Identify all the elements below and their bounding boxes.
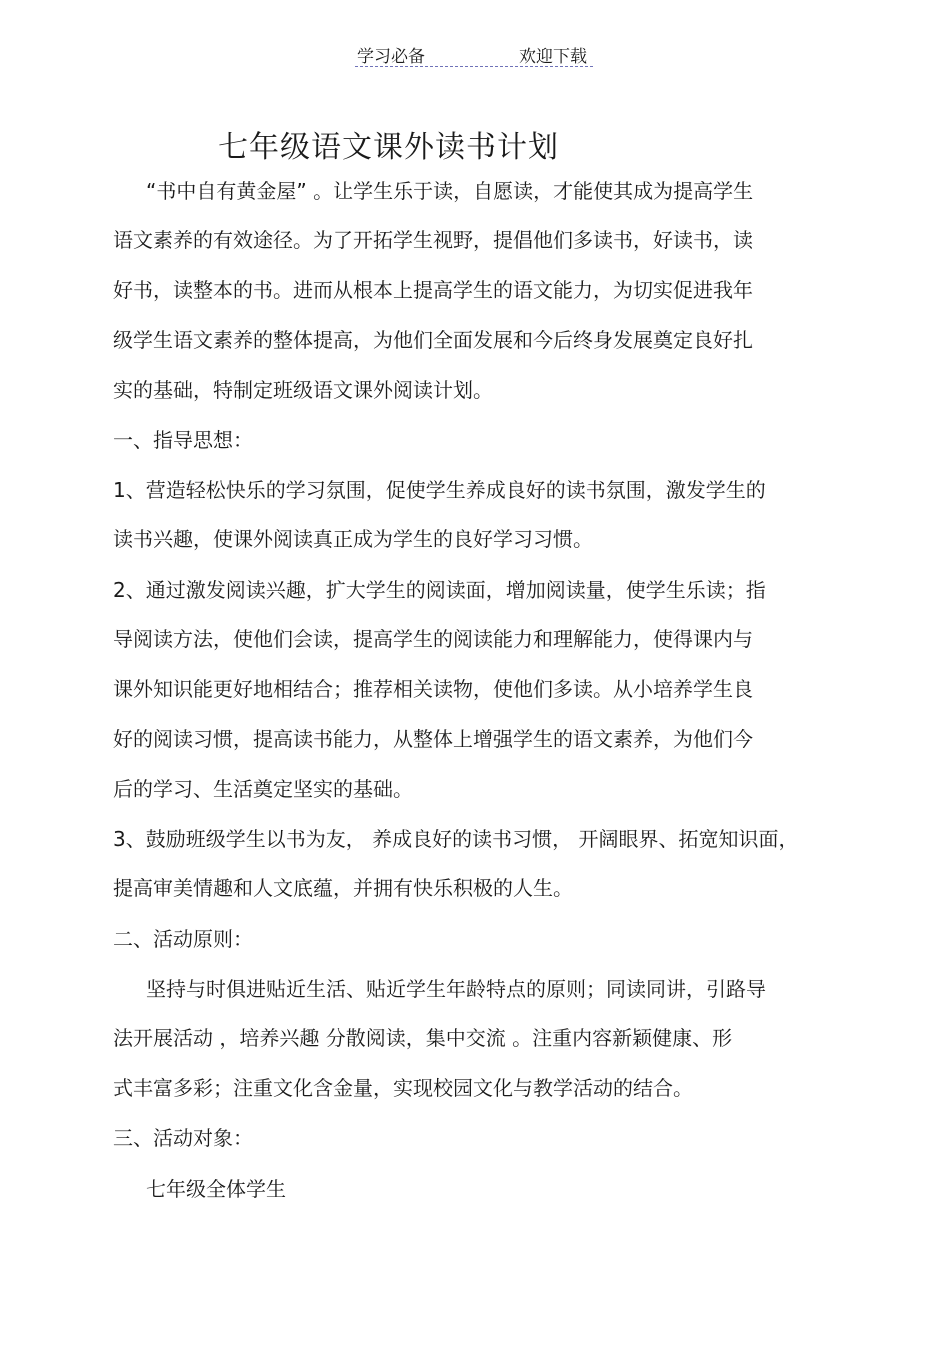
item-2-line-1: 2、通过激发阅读兴趣，扩大学生的阅读面，增加阅读量，使学生乐读；指	[113, 578, 766, 602]
paragraph-intro-line-4: 级学生语文素养的整体提高，为他们全面发展和今后终身发展奠定良好扎	[113, 328, 753, 352]
item-2-line-2: 导阅读方法，使他们会读，提高学生的阅读能力和理解能力，使得课内与	[113, 627, 753, 651]
header-right-text: 欢迎下载	[519, 47, 587, 67]
item-2-line-5: 后的学习、生活奠定坚实的基础。	[113, 777, 413, 801]
item-1-line-1: 1、营造轻松快乐的学习氛围，促使学生养成良好的读书氛围，激发学生的	[113, 478, 766, 502]
paragraph-intro-line-2: 语文素养的有效途径。为了开拓学生视野，提倡他们多读书，好读书，读	[113, 228, 753, 252]
principle-line-1: 坚持与时俱进贴近生活、贴近学生年龄特点的原则；同读同讲，引路导	[146, 977, 766, 1001]
paragraph-intro-line-1: “书中自有黄金屋” 。让学生乐于读，自愿读，才能使其成为提高学生	[146, 179, 754, 203]
item-3-line-1: 3、鼓励班级学生以书为友， 养成良好的读书习惯， 开阔眼界、拓宽知识面，	[113, 827, 799, 851]
paragraph-intro-line-5: 实的基础，特制定班级语文课外阅读计划。	[113, 378, 493, 402]
item-3-line-2: 提高审美情趣和人文底蕴，并拥有快乐积极的人生。	[113, 876, 573, 900]
section-heading-3: 三、活动对象：	[113, 1126, 253, 1150]
principle-line-3: 式丰富多彩；注重文化含金量，实现校园文化与教学活动的结合。	[113, 1076, 693, 1100]
item-2-line-4: 好的阅读习惯，提高读书能力，从整体上增强学生的语文素养，为他们今	[113, 727, 753, 751]
principle-line-2: 法开展活动 ，培养兴趣 分散阅读，集中交流 。注重内容新颖健康、形	[113, 1026, 733, 1050]
page-header	[355, 40, 593, 67]
section-heading-1: 一、指导思想：	[113, 428, 253, 452]
item-2-line-3: 课外知识能更好地相结合；推荐相关读物，使他们多读。从小培养学生良	[113, 677, 753, 701]
section-heading-2: 二、活动原则：	[113, 927, 253, 951]
document-title: 七年级语文课外读书计划	[218, 130, 559, 165]
header-left-text: 学习必备	[357, 47, 425, 67]
paragraph-intro-line-3: 好书，读整本的书。进而从根本上提高学生的语文能力，为切实促进我年	[113, 278, 753, 302]
target-audience: 七年级全体学生	[146, 1177, 286, 1201]
item-1-line-2: 读书兴趣，使课外阅读真正成为学生的良好学习习惯。	[113, 527, 593, 551]
